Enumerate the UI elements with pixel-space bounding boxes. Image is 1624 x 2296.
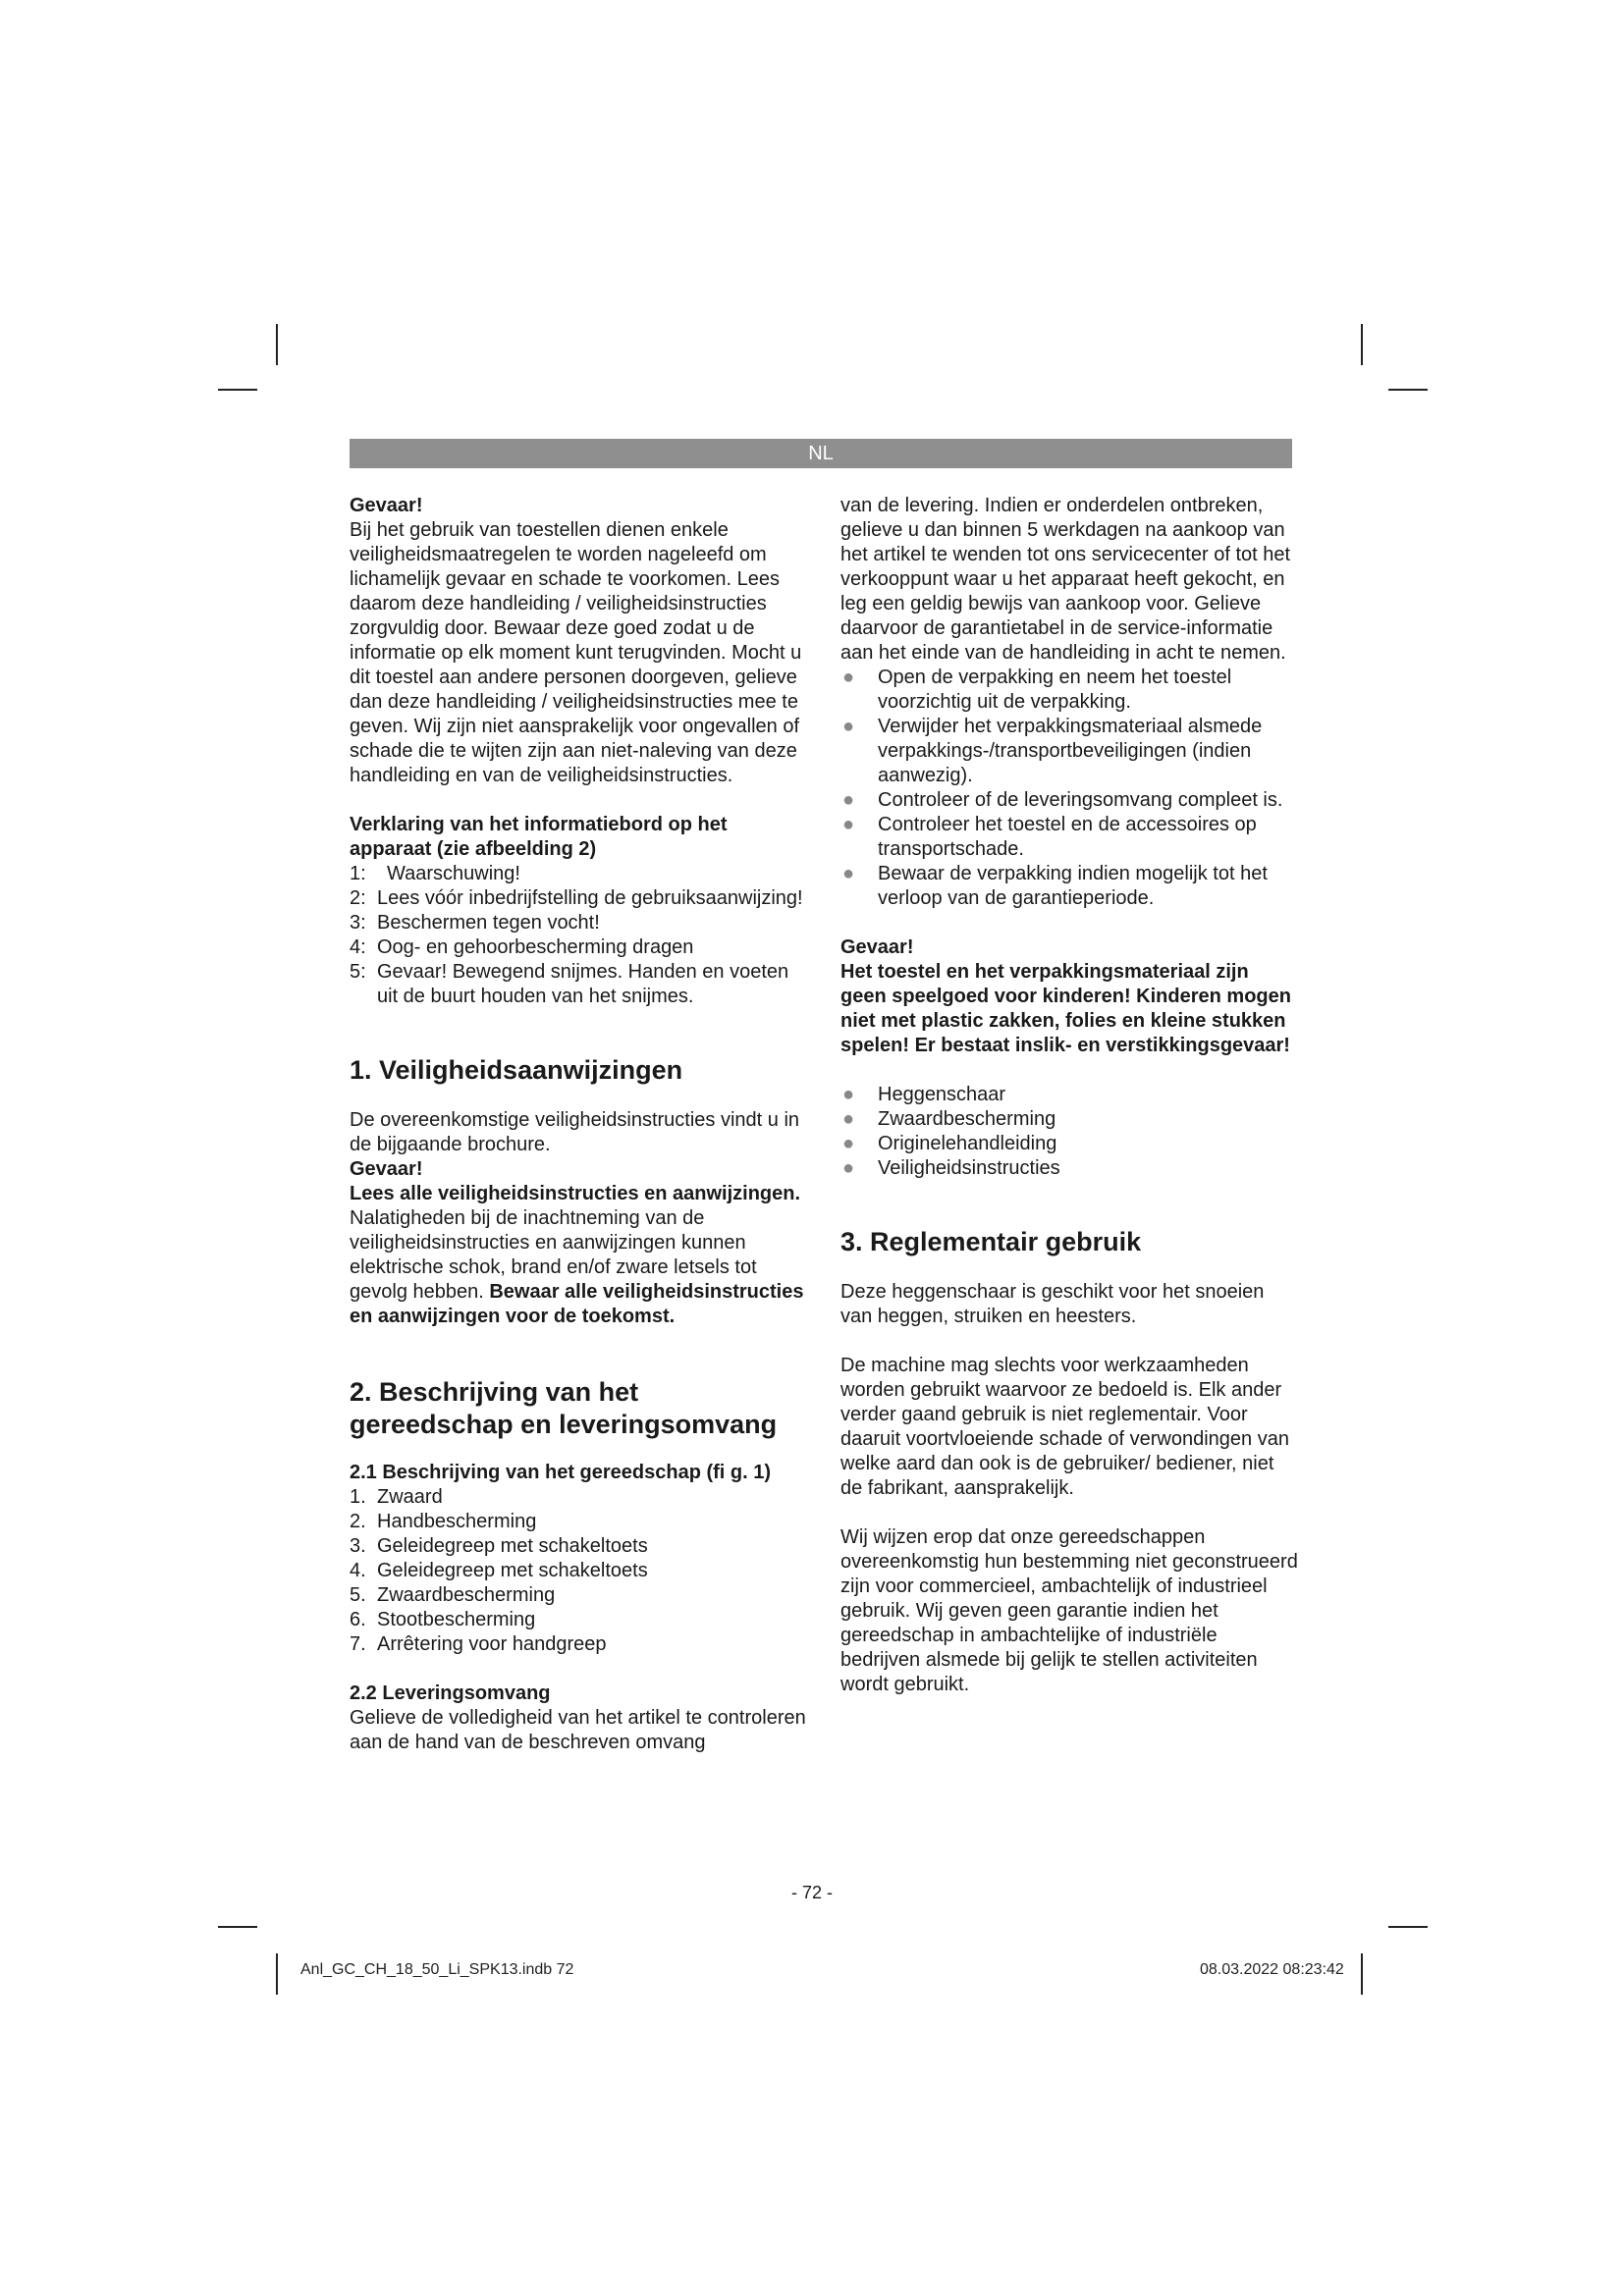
section-2-title: 2. Beschrijving van het gereedschap en leveringsomvang	[350, 1377, 778, 1439]
delivery-scope-list	[840, 1083, 1298, 1181]
list-item: 4: Oog- en gehoorbescherming dragen	[350, 936, 694, 958]
subsection-2-1-title: 2.1 Beschrijving van het gereedschap (fi g. 1)	[350, 1462, 772, 1483]
unpacking-steps-list	[840, 666, 1298, 911]
language-header-bar	[350, 439, 1292, 468]
right-column	[840, 494, 1298, 1697]
list-item: ● Zwaardbescherming	[842, 1108, 1056, 1130]
footer-timestamp: 08.03.2022 08:23:42	[1200, 1961, 1344, 1978]
crop-mark	[276, 324, 278, 365]
list-item: 4. Geleidegreep met schakeltoets	[350, 1560, 648, 1581]
bullet-icon: ●	[842, 1108, 855, 1130]
warning-heading: Gevaar!	[350, 495, 423, 516]
bullet-icon: ●	[842, 863, 855, 884]
bullet-icon: ●	[842, 814, 855, 835]
list-item: 5: Gevaar! Bewegend snijmes. Handen en voeten uit de buurt houden van het snijmes.	[350, 961, 789, 1007]
list-item: 1: Waarschuwing!	[350, 863, 520, 884]
section-1-paragraph: De overeenkomstige veiligheidsinstructies vindt u in de bijgaande brochure.	[350, 1109, 800, 1155]
list-item: ● Controleer of de leveringsomvang compleet is.	[842, 789, 1283, 811]
bullet-icon: ●	[842, 1133, 855, 1154]
list-item: 6. Stootbescherming	[350, 1609, 536, 1630]
packaging-warning-paragraph: Het toestel en het verpakkingsmateriaal zijn geen speelgoed voor kinderen! Kinderen mogen niet met plastic zakken, folies en kleine stukken spelen! Er bestaat inslik- en verstikkingsgevaar!	[840, 961, 1291, 1056]
bullet-icon: ●	[842, 1157, 855, 1179]
crop-mark	[276, 1953, 278, 1995]
bullet-icon: ●	[842, 667, 855, 688]
list-item: ● Open de verpakking en neem het toestel voorzichtig uit de verpakking.	[842, 667, 1232, 713]
tool-parts-list	[350, 1485, 806, 1657]
section-1-warning-paragraph: Lees alle veiligheidsinstructies en aanwijzingen. Nalatigheden bij de inachtneming van de veiligheidsinstructies en aanwijzingen kunnen elektrische schok, brand en/of zware letsels tot gevolg hebben. Bewaar alle veiligheidsinstructies en aanwijzingen voor de toekomst.	[350, 1183, 804, 1327]
delivery-paragraph: van de levering. Indien er onderdelen ontbreken, gelieve u dan binnen 5 werkdagen na aankoop van het artikel te wenden tot ons servicecenter of tot het verkooppunt waar u het apparaat heeft gekocht, en leg een geldig bewijs van aankoop voor. Gelieve daarvoor de garantietabel in de service-informatie aan het einde van de handleiding in acht te nemen.	[840, 495, 1291, 664]
section-1-title: 1. Veiligheidsaanwijzingen	[350, 1055, 683, 1085]
info-board-heading: Verklaring van het informatiebord op het apparaat (zie afbeelding 2)	[350, 814, 728, 860]
section-3-paragraph-3: Wij wijzen erop dat onze gereedschappen overeenkomstig hun bestemming niet geconstrueerd zijn voor commercieel, ambachtelijk of industrieel gebruik. Wij geven geen garantie indien het gereedschap in ambachtelijke of industriële bedrijven alsmede bij gelijk te stellen activiteiten wordt gebruikt.	[840, 1526, 1298, 1695]
bullet-icon: ●	[842, 789, 855, 811]
list-item: ● Veiligheidsinstructies	[842, 1157, 1060, 1179]
left-column	[350, 494, 806, 1755]
info-board-list	[350, 862, 806, 1009]
crop-mark	[1388, 1926, 1428, 1928]
warning-paragraph: Bij het gebruik van toestellen dienen enkele veiligheidsmaatregelen te worden nageleefd om lichamelijk gevaar en schade te voorkomen. Lees daarom deze handleiding / veiligheidsinstructies zorgvuldig door. Bewaar deze goed zodat u de informatie op elk moment kunt terugvinden. Mocht u dit toestel aan andere personen doorgeven, gelieve dan deze handleiding / veiligheidsinstructies mee te geven. Wij zijn niet aansprakelijk voor ongevallen of schade die te wijten zijn aan niet-naleving van deze handleiding en van de veiligheidsinstructies.	[350, 519, 802, 786]
subsection-2-2-title: 2.2 Leveringsomvang	[350, 1682, 551, 1704]
section-3-title: 3. Reglementair gebruik	[840, 1227, 1142, 1256]
crop-mark	[1361, 324, 1363, 365]
packaging-warning-heading: Gevaar!	[840, 936, 914, 958]
section-3-paragraph-2: De machine mag slechts voor werkzaamheden worden gebruikt waarvoor ze bedoeld is. Elk ander verder gaand gebruik is niet reglementair. Voor daaruit voortvloeiende schade of verwondingen van welke aard dan ook is de gebruiker/ bediener, niet de fabrikant, aansprakelijk.	[840, 1355, 1289, 1499]
crop-mark	[1388, 389, 1428, 391]
bullet-icon: ●	[842, 1084, 855, 1105]
subsection-2-2-paragraph: Gelieve de volledigheid van het artikel te controleren aan de hand van de beschreven omvang	[350, 1707, 806, 1753]
list-item: 3. Geleidegreep met schakeltoets	[350, 1535, 648, 1557]
list-item: ● Heggenschaar	[842, 1084, 1006, 1105]
list-item: 5. Zwaardbescherming	[350, 1584, 556, 1606]
list-item: ● Originelehandleiding	[842, 1133, 1057, 1154]
list-item: ● Verwijder het verpakkingsmateriaal alsmede verpakkings-/transportbeveiligingen (indien aanwezig).	[842, 716, 1263, 786]
language-label: NL	[808, 443, 834, 464]
list-item: 1. Zwaard	[350, 1486, 443, 1508]
bullet-icon: ●	[842, 716, 855, 737]
crop-mark	[1361, 1953, 1363, 1995]
list-item: 3: Beschermen tegen vocht!	[350, 912, 600, 934]
page-number: - 72 -	[790, 1883, 833, 1902]
list-item: 2: Lees vóór inbedrijfstelling de gebruiksaanwijzing!	[350, 887, 803, 909]
footer-filename: Anl_GC_CH_18_50_Li_SPK13.indb 72	[300, 1961, 574, 1978]
section-1-warning-heading: Gevaar!	[350, 1158, 423, 1180]
section-3-paragraph-1: Deze heggenschaar is geschikt voor het snoeien van heggen, struiken en heesters.	[840, 1281, 1265, 1327]
crop-mark	[218, 389, 257, 391]
list-item: 7. Arrêtering voor handgreep	[350, 1633, 607, 1655]
crop-mark	[218, 1926, 257, 1928]
list-item: 2. Handbescherming	[350, 1511, 537, 1532]
list-item: ● Controleer het toestel en de accessoires op transportschade.	[842, 814, 1257, 860]
list-item: ● Bewaar de verpakking indien mogelijk tot het verloop van de garantieperiode.	[842, 863, 1268, 909]
